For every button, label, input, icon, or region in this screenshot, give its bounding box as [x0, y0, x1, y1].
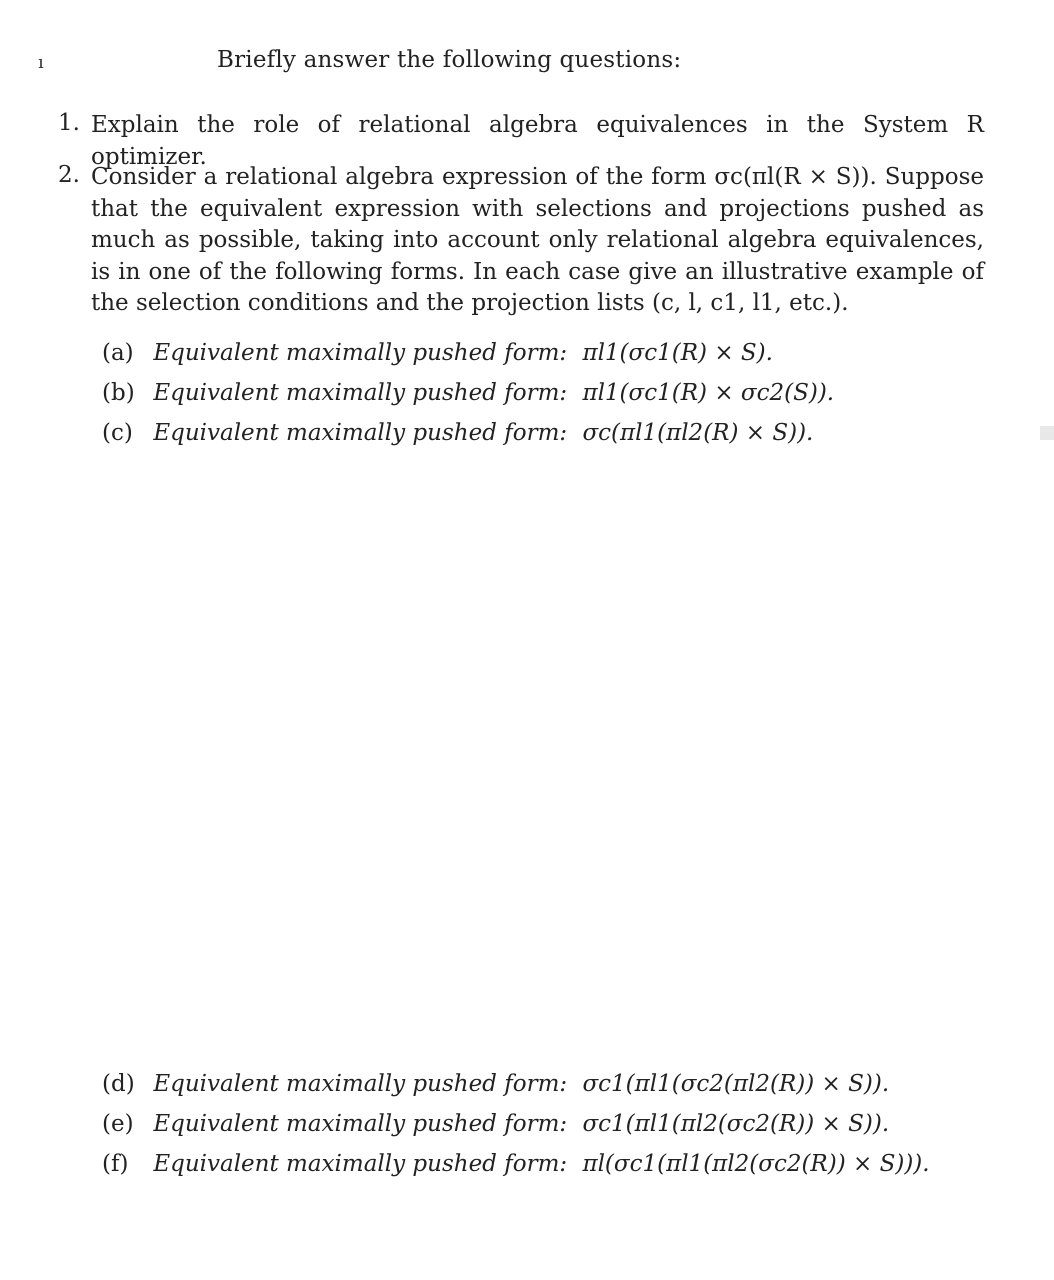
part-d	[102, 1071, 889, 1097]
part-a-description: Equivalent maximally pushed form:	[153, 340, 568, 366]
part-d-formula: σc1(πl1(σc2(πl2(R)) × S)).	[582, 1071, 890, 1097]
part-c-description: Equivalent maximally pushed form:	[153, 420, 568, 446]
question-2-text: Consider a relational algebra expression of the form σc(πl(R × S)). Suppose that the equivalent expression with selections and projections pushed as much as possible, taking into account only relational algebra equivalences, is in one of the following forms. In each case give an illustrative example of the selection conditions and the projection lists (c, l, c1, l1, etc.).	[91, 164, 984, 316]
part-c	[102, 420, 813, 446]
part-b	[102, 380, 834, 406]
part-e	[102, 1111, 889, 1137]
part-f	[102, 1151, 930, 1177]
part-b-description: Equivalent maximally pushed form:	[153, 380, 568, 406]
question-1-text: Explain the role of relational algebra equivalences in the System R optimizer.	[91, 112, 984, 170]
page-heading: Briefly answer the following questions:	[217, 47, 682, 73]
part-d-label: (d)	[102, 1071, 135, 1097]
margin-mark: ı	[38, 52, 44, 73]
question-2-number: 2.	[58, 162, 80, 188]
part-a-label: (a)	[102, 340, 134, 366]
part-b-formula: πl1(σc1(R) × σc2(S)).	[582, 380, 835, 406]
page-edge-mark	[1040, 426, 1054, 440]
part-f-description: Equivalent maximally pushed form:	[153, 1151, 568, 1177]
part-d-description: Equivalent maximally pushed form:	[153, 1071, 568, 1097]
part-a	[102, 340, 773, 366]
part-e-description: Equivalent maximally pushed form:	[153, 1111, 568, 1137]
question-1-number: 1.	[58, 110, 80, 136]
part-c-label: (c)	[102, 420, 133, 446]
part-a-formula: πl1(σc1(R) × S).	[582, 340, 773, 366]
part-c-formula: σc(πl1(πl2(R) × S)).	[582, 420, 814, 446]
part-f-formula: πl(σc1(πl1(πl2(σc2(R)) × S))).	[582, 1151, 930, 1177]
part-b-label: (b)	[102, 380, 135, 406]
part-e-formula: σc1(πl1(πl2(σc2(R)) × S)).	[582, 1111, 890, 1137]
part-f-label: (f)	[102, 1151, 129, 1177]
part-e-label: (e)	[102, 1111, 134, 1137]
